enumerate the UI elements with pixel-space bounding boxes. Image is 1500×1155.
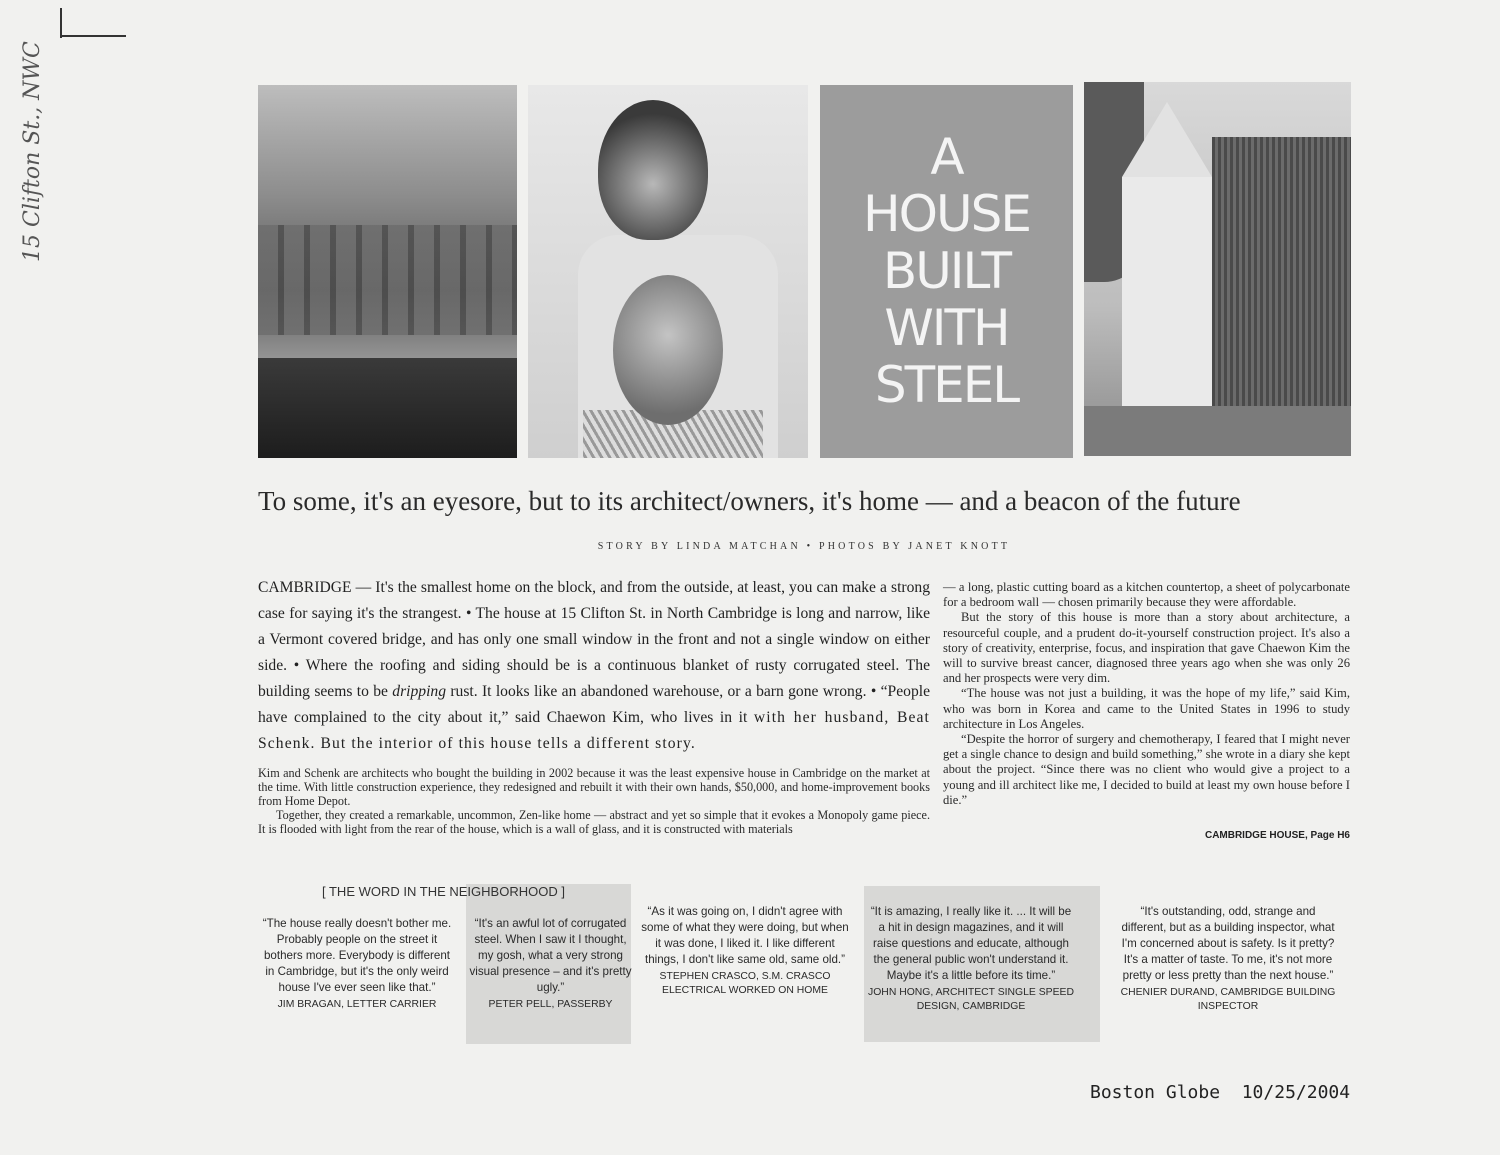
- source-stamp: Boston Globe 10/25/2004: [1090, 1082, 1351, 1103]
- paragraph: But the story of this house is more than a story about architecture, a resourceful couple, and a prudent do-it-yourself construction project. It's also a story of creativity, enterprise, focus, and inspiration that gave Chaewon Kim the will to survive breast cancer, diagnosed three years ago when she was only 26 and her prospects were very dim.: [943, 610, 1350, 686]
- quote: [1118, 904, 1338, 1014]
- quote-text: “It's an awful lot of corrugated steel. When I saw it I thought, my gosh, what a very strong visual presence – and it's pretty ugly.”: [469, 917, 632, 994]
- paragraph: Kim and Schenk are architects who bought the building in 2002 because it was the least expensive house in Cambridge on the market at the time. With little construction experience, they redesigned and rebuilt it with their own hands, $50,000, and home-improvement books from Home Depot.: [258, 766, 930, 808]
- title-line: HOUSE: [863, 185, 1030, 243]
- photo-exterior: [1084, 82, 1351, 456]
- quote-text: “It is amazing, I really like it. ... It will be a hit in design magazines, and it will raise questions and educate, although the general public won't understand it. Maybe it's a little before its time.”: [870, 905, 1072, 982]
- right-column: [943, 580, 1350, 808]
- lead-paragraph: [258, 575, 930, 757]
- photo-owners: [528, 85, 808, 458]
- quote-attribution: CHENIER DURAND, CAMBRIDGE BUILDING INSPECTOR: [1120, 987, 1336, 1012]
- title-line: STEEL: [874, 356, 1019, 414]
- byline: STORY BY LINDA MATCHAN • PHOTOS BY JANET KNOTT: [597, 541, 1011, 552]
- quote-attribution: STEPHEN CRASCO, S.M. CRASCO ELECTRICAL WORKED ON HOME: [659, 971, 831, 996]
- title-line: A: [930, 128, 963, 186]
- continuation-jump: CAMBRIDGE HOUSE, Page H6: [1204, 830, 1350, 841]
- quote-attribution: PETER PELL, PASSERBY: [488, 999, 613, 1010]
- paragraph: “The house was not just a building, it was the hope of my life,” said Kim, who was born in Korea and came to the United States in 1996 to study architecture in Los Angeles.: [943, 686, 1350, 731]
- quote-text: “The house really doesn't bother me. Probably people on the street it bothers more. Everybody is different in Cambridge, but it's the only weird house I've ever seen like that.”: [262, 917, 452, 994]
- body-text: [258, 766, 930, 836]
- lead-italic: dripping: [392, 683, 446, 700]
- handwritten-note: 15 Clifton St., NWC: [20, 41, 45, 262]
- lead-text: — It's the smallest home on the block, and from the outside, at least, you can make a strong case for saying it's the strangest. • The house at 15 Clifton St. in North Cambridge is long and narrow, like a Vermont covered bridge, and has only one small window in the front and not a single window on either side. • Where the roofing and siding should be is a continuous blanket of rusty corrugated steel. The building seems to be: [258, 579, 930, 700]
- margin-mark: [62, 35, 126, 37]
- quote-attribution: JOHN HONG, ARCHITECT SINGLE SPEED DESIGN, CAMBRIDGE: [868, 987, 1074, 1012]
- section-heading: [ THE WORD IN THE NEIGHBORHOOD ]: [322, 884, 565, 899]
- quote: [640, 904, 850, 998]
- title-line: WITH: [884, 299, 1009, 357]
- paragraph: “Despite the horror of surgery and chemotherapy, I feared that I might never get a single chance to design and build something,” she wrote in a diary she kept about the project. “Since there was no client who would give a project to a young and ill architect like me, I decided to build at least my own house before I die.”: [943, 732, 1350, 807]
- title-line: BUILT: [882, 242, 1011, 300]
- headline: To some, it's an eyesore, but to its architect/owners, it's home — and a beacon of the future: [258, 486, 1241, 516]
- title-panel: [820, 85, 1073, 458]
- quote: [468, 916, 633, 1012]
- paragraph: Together, they created a remarkable, uncommon, Zen-like home — abstract and yet so simple that it evokes a Monopoly game piece. It is flooded with light from the rear of the house, which is a wall of glass, and it is constructed with materials: [258, 808, 930, 836]
- quote-text: “As it was going on, I didn't agree with some of what they were doing, but when it was done, I liked it. I like different things, I don't like same old, same old.”: [641, 905, 849, 966]
- photo-interior: [258, 85, 517, 458]
- dateline: CAMBRIDGE: [258, 579, 352, 596]
- margin-mark: [60, 8, 62, 38]
- lead-last-line: with her husband, Beat Schenk. But the interior of this house tells a different story.: [258, 709, 930, 752]
- lead-text: rust. It looks like an abandoned warehouse, or a barn gone wrong. • “People have complained to the city about it,” said Chaewon Kim, who lives in it: [258, 683, 930, 726]
- quote: [262, 916, 452, 1012]
- quote-attribution: JIM BRAGAN, LETTER CARRIER: [277, 999, 437, 1010]
- quote: [866, 904, 1076, 1014]
- paragraph: — a long, plastic cutting board as a kitchen countertop, a sheet of polycarbonate for a bedroom wall — chosen primarily because they were affordable.: [943, 580, 1350, 610]
- quote-text: “It's outstanding, odd, strange and different, but as a building inspector, what I'm concerned about is safety. Is it pretty? It's a matter of taste. To me, it's not more pretty or less pretty than the next house.”: [1121, 905, 1335, 982]
